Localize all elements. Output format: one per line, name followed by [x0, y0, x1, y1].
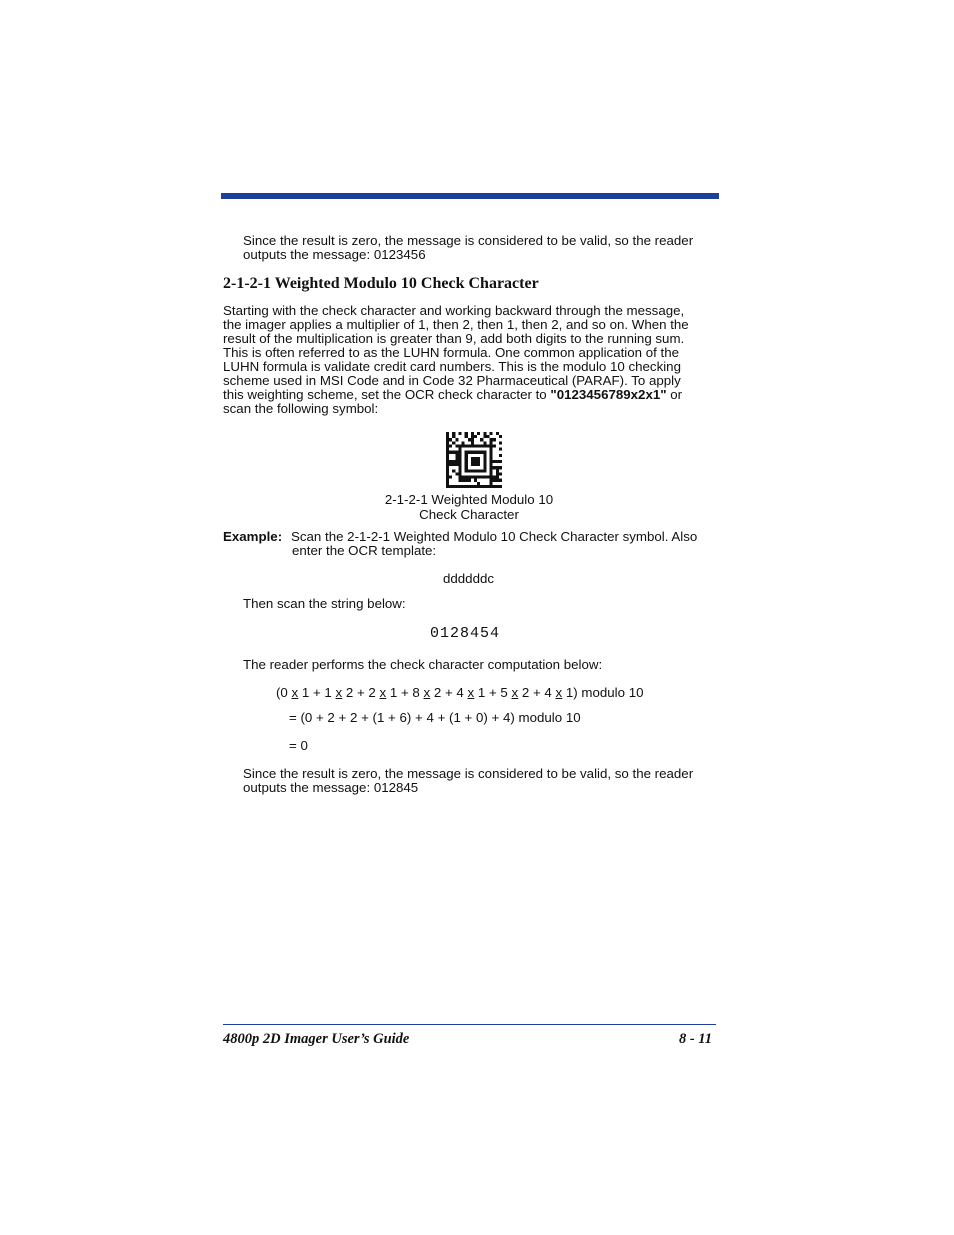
barcode-module — [486, 485, 489, 488]
barcode-module — [493, 485, 496, 488]
barcode-module — [490, 476, 493, 479]
body-paragraph — [223, 304, 689, 416]
barcode-module — [480, 438, 483, 441]
barcode-module — [458, 457, 461, 460]
barcode-module — [483, 454, 486, 457]
barcode-module — [449, 460, 452, 463]
barcode-module — [452, 451, 455, 454]
barcode-module — [462, 441, 465, 444]
barcode-module — [452, 435, 455, 438]
body-line-7-end: or — [666, 387, 683, 402]
barcode-module — [446, 479, 449, 482]
barcode-module — [471, 432, 474, 435]
barcode-module — [477, 444, 480, 447]
barcode-module — [474, 444, 477, 447]
barcode-module — [458, 485, 461, 488]
barcode-module — [474, 435, 477, 438]
barcode-module — [474, 463, 477, 466]
barcode-module — [462, 476, 465, 479]
example-line-2: enter the OCR template: — [292, 543, 437, 558]
barcode-module — [458, 472, 461, 475]
formula-term: 2 + 4 — [518, 685, 556, 700]
barcode-module — [468, 479, 471, 482]
barcode-module — [490, 485, 493, 488]
barcode-module — [471, 485, 474, 488]
barcode-module — [496, 472, 499, 475]
barcode-caption — [360, 492, 578, 522]
barcode-module — [499, 485, 502, 488]
barcode-module — [477, 463, 480, 466]
barcode-module — [477, 432, 480, 435]
closing-line-1: Since the result is zero, the message is considered to be valid, so the reader — [243, 766, 694, 781]
barcode-module — [471, 476, 474, 479]
barcode-module — [499, 460, 502, 463]
barcode-module — [477, 469, 480, 472]
barcode-module — [446, 432, 449, 435]
barcode-module — [493, 438, 496, 441]
formula-line-1 — [276, 686, 644, 700]
barcode-module — [458, 432, 461, 435]
barcode-module — [465, 451, 468, 454]
barcode-module — [499, 441, 502, 444]
body-line: result of the multiplication is greater than 9, add both digits to the running sum. — [223, 331, 685, 346]
barcode-module — [490, 472, 493, 475]
formula-line-2: = (0 + 2 + 2 + (1 + 6) + 4 + (1 + 0) + 4) modulo 10 — [289, 710, 581, 725]
barcode-module — [465, 435, 468, 438]
barcode-module — [483, 451, 486, 454]
barcode-module — [452, 441, 455, 444]
barcode-module — [471, 463, 474, 466]
barcode-caption-line-1: 2-1-2-1 Weighted Modulo 10 — [384, 492, 554, 507]
ocr-check-string: "0123456789x2x1" — [550, 387, 667, 402]
barcode-module — [468, 476, 471, 479]
barcode-module — [496, 476, 499, 479]
barcode-module — [490, 441, 493, 444]
barcode-module — [452, 485, 455, 488]
barcode-module — [458, 444, 461, 447]
barcode-module — [474, 469, 477, 472]
barcode-module — [452, 469, 455, 472]
intro-line-1: Since the result is zero, the message is considered to be valid, so the reader — [243, 233, 694, 248]
barcode-module — [458, 479, 461, 482]
barcode-module — [455, 485, 458, 488]
multiply-sign: x — [291, 685, 299, 700]
barcode-module — [455, 463, 458, 466]
barcode-module — [474, 485, 477, 488]
body-line-8: scan the following symbol: — [223, 401, 379, 416]
multiply-sign: x — [335, 685, 343, 700]
barcode-module — [483, 476, 486, 479]
multiply-sign: x — [511, 685, 519, 700]
barcode-module — [483, 435, 486, 438]
closing-line-2: outputs the message: 012845 — [243, 780, 419, 795]
barcode-module — [446, 457, 449, 460]
barcode-module — [480, 469, 483, 472]
barcode-module — [496, 479, 499, 482]
barcode-module — [446, 454, 449, 457]
barcode-module — [477, 460, 480, 463]
intro-paragraph — [243, 234, 693, 262]
barcode-module — [490, 463, 493, 466]
barcode-module — [455, 457, 458, 460]
barcode-module — [483, 432, 486, 435]
barcode-module — [490, 457, 493, 460]
barcode-module — [458, 454, 461, 457]
barcode-module — [465, 457, 468, 460]
example-text — [291, 530, 697, 558]
barcode-module — [490, 479, 493, 482]
barcode-module — [477, 482, 480, 485]
barcode-module — [446, 472, 449, 475]
formula-term: 2 + 2 — [342, 685, 380, 700]
barcode-module — [490, 448, 493, 451]
barcode-module — [477, 457, 480, 460]
barcode-module — [446, 485, 449, 488]
barcode-module — [465, 444, 468, 447]
barcode-module — [446, 448, 449, 451]
barcode-module — [455, 472, 458, 475]
barcode-module — [483, 460, 486, 463]
barcode-module — [458, 448, 461, 451]
computation-intro: The reader performs the check character computation below: — [243, 657, 603, 672]
barcode-module — [446, 482, 449, 485]
multiply-sign: x — [467, 685, 475, 700]
barcode-module — [496, 460, 499, 463]
barcode-module — [465, 460, 468, 463]
barcode-module — [468, 438, 471, 441]
barcode-module — [474, 479, 477, 482]
barcode-module — [490, 444, 493, 447]
barcode-module — [490, 482, 493, 485]
barcode-module — [446, 466, 449, 469]
barcode-module — [471, 457, 474, 460]
barcode-module — [490, 466, 493, 469]
barcode-module — [468, 485, 471, 488]
barcode-module — [474, 457, 477, 460]
intro-line-2: outputs the message: 0123456 — [243, 247, 426, 262]
barcode-module — [446, 460, 449, 463]
barcode-module — [468, 469, 471, 472]
barcode-module — [471, 444, 474, 447]
body-line: Starting with the check character and working backward through the message, — [223, 303, 685, 318]
barcode-module — [480, 444, 483, 447]
multiply-sign: x — [423, 685, 431, 700]
barcode-module — [471, 435, 474, 438]
barcode-module — [468, 451, 471, 454]
barcode-module — [499, 479, 502, 482]
body-line: LUHN formula is validate credit card numbers. This is the modulo 10 checking — [223, 359, 681, 374]
barcode-module — [462, 485, 465, 488]
barcode-module — [486, 435, 489, 438]
barcode-module — [496, 469, 499, 472]
barcode-module — [446, 469, 449, 472]
barcode-module — [446, 441, 449, 444]
barcode-module — [483, 466, 486, 469]
barcode-module — [490, 469, 493, 472]
barcode-module — [462, 479, 465, 482]
barcode-module — [455, 438, 458, 441]
barcode-module — [496, 466, 499, 469]
barcode-module — [471, 438, 474, 441]
barcode-module — [449, 444, 452, 447]
body-line: scheme used in MSI Code and in Code 32 Pharmaceutical (PARAF). To apply — [223, 373, 681, 388]
barcode-module — [483, 441, 486, 444]
body-line: the imager applies a multiplier of 1, then 2, then 1, then 2, and so on. When the — [223, 317, 689, 332]
weighted-modulo-10-barcode — [446, 432, 502, 488]
barcode-module — [483, 485, 486, 488]
section-heading: 2-1-2-1 Weighted Modulo 10 Check Character — [223, 275, 539, 292]
barcode-module — [465, 454, 468, 457]
barcode-module — [477, 476, 480, 479]
barcode-module — [477, 451, 480, 454]
example-label: Example: — [223, 529, 283, 544]
barcode-module — [455, 460, 458, 463]
barcode-module — [499, 466, 502, 469]
body-line: This is often referred to as the LUHN formula. One common application of the — [223, 345, 680, 360]
barcode-module — [458, 466, 461, 469]
barcode-module — [471, 460, 474, 463]
barcode-module — [465, 479, 468, 482]
formula-line-3: = 0 — [289, 738, 308, 753]
formula-term: 2 + 4 — [430, 685, 468, 700]
formula-open: (0 — [276, 685, 292, 700]
barcode-module — [468, 444, 471, 447]
barcode-module — [458, 476, 461, 479]
barcode-module — [474, 451, 477, 454]
barcode-caption-line-2: Check Character — [419, 507, 519, 522]
barcode-module — [471, 441, 474, 444]
barcode-module — [490, 432, 493, 435]
barcode-module — [458, 463, 461, 466]
barcode-module — [465, 466, 468, 469]
barcode-module — [483, 469, 486, 472]
barcode-module — [449, 438, 452, 441]
barcode-module — [449, 485, 452, 488]
barcode-module — [486, 444, 489, 447]
barcode-module — [462, 444, 465, 447]
barcode-module — [480, 451, 483, 454]
barcode-module — [455, 444, 458, 447]
barcode-module — [465, 476, 468, 479]
barcode-module — [474, 476, 477, 479]
barcode-module — [458, 451, 461, 454]
barcode-module — [499, 454, 502, 457]
barcode-module — [465, 469, 468, 472]
barcode-module — [446, 438, 449, 441]
barcode-module — [446, 476, 449, 479]
barcode-module — [446, 435, 449, 438]
barcode-module — [477, 485, 480, 488]
barcode-module — [455, 454, 458, 457]
barcode-module — [455, 451, 458, 454]
barcode-module — [493, 466, 496, 469]
then-scan-text: Then scan the string below: — [243, 596, 406, 611]
barcode-module — [471, 469, 474, 472]
closing-paragraph — [243, 767, 693, 795]
barcode-module — [465, 485, 468, 488]
barcode-module — [452, 460, 455, 463]
barcode-module — [493, 444, 496, 447]
barcode-module — [446, 451, 449, 454]
footer-rule — [223, 1024, 716, 1025]
barcode-module — [483, 444, 486, 447]
barcode-module — [480, 476, 483, 479]
barcode-module — [490, 451, 493, 454]
barcode-module — [490, 454, 493, 457]
barcode-module — [446, 444, 449, 447]
multiply-sign: x — [379, 685, 387, 700]
barcode-module — [452, 463, 455, 466]
formula-term: 1 + 5 — [474, 685, 512, 700]
barcode-module — [499, 448, 502, 451]
barcode-module — [490, 460, 493, 463]
formula-term: 1 + 8 — [386, 685, 424, 700]
body-line-7-start: this weighting scheme, set the OCR check character to — [223, 387, 551, 402]
barcode-module — [490, 438, 493, 441]
barcode-module — [496, 432, 499, 435]
barcode-module — [458, 469, 461, 472]
barcode-module — [499, 472, 502, 475]
barcode-module — [458, 460, 461, 463]
barcode-module — [446, 463, 449, 466]
barcode-module — [483, 457, 486, 460]
barcode-module — [493, 479, 496, 482]
barcode-module — [493, 460, 496, 463]
barcode-module — [452, 432, 455, 435]
barcode-module — [474, 460, 477, 463]
barcode-module — [465, 463, 468, 466]
barcode-module — [465, 432, 468, 435]
footer-page-number: 8 - 11 — [678, 1031, 712, 1047]
barcode-module — [480, 485, 483, 488]
example-line-1: Scan the 2-1-2-1 Weighted Modulo 10 Check Character symbol. Also — [291, 529, 698, 544]
formula-close: 1) modulo 10 — [562, 685, 644, 700]
barcode-module — [493, 476, 496, 479]
footer-title: 4800p 2D Imager User’s Guide — [223, 1031, 410, 1047]
barcode-module — [486, 476, 489, 479]
barcode-module — [483, 463, 486, 466]
header-rule — [221, 193, 719, 199]
barcode-module — [499, 435, 502, 438]
barcode-module — [449, 476, 452, 479]
barcode-module — [449, 451, 452, 454]
formula-term: 1 + 1 — [298, 685, 336, 700]
multiply-sign: x — [555, 685, 563, 700]
barcode-module — [449, 463, 452, 466]
ocr-template: ddddddc — [443, 571, 495, 586]
ocr-sample-string: 0128454 — [430, 625, 501, 642]
barcode-module — [496, 485, 499, 488]
barcode-module — [471, 451, 474, 454]
